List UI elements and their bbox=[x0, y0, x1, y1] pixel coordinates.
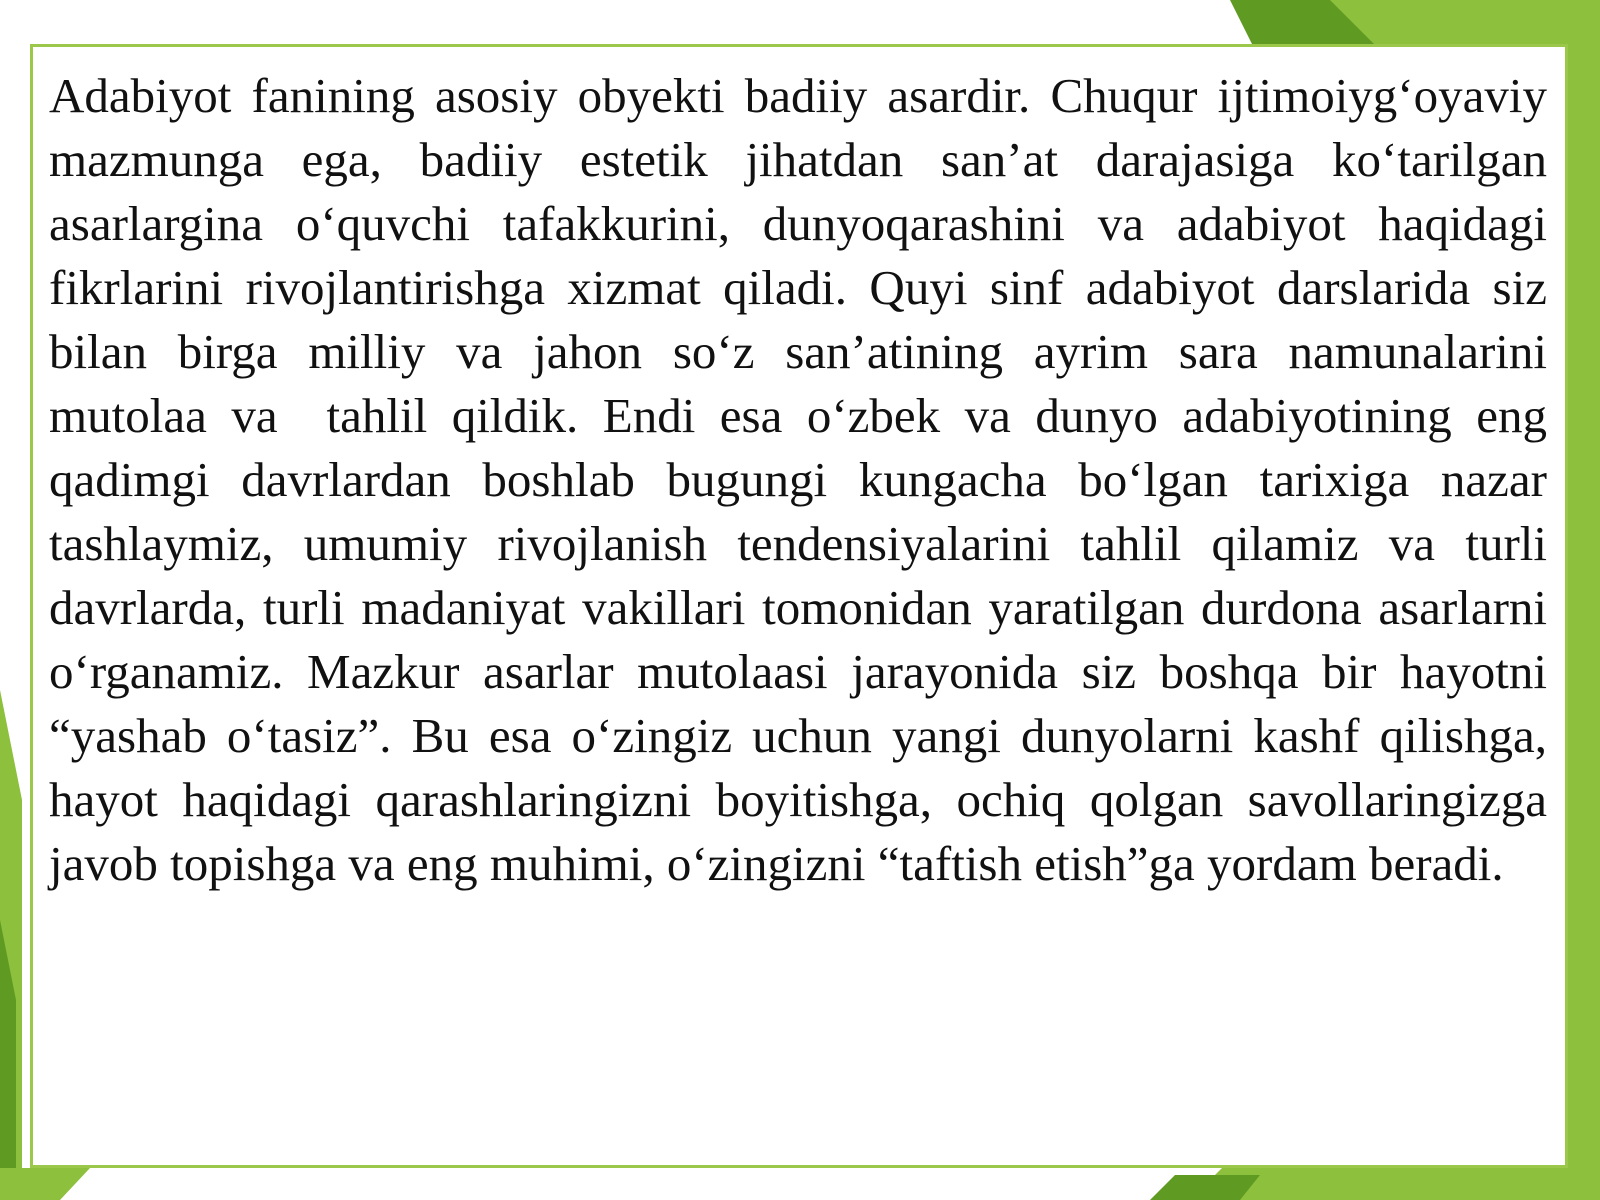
right-green-band bbox=[1568, 40, 1600, 1200]
bottom-green-shape-light bbox=[0, 1168, 90, 1200]
text-content-box bbox=[30, 44, 1568, 1168]
body-paragraph: Adabiyot fanining asosiy obyekti badiiy asardir. Chuqur ijtimoiyg‘oyaviy mazmunga ega, badiiy estetik jihatdan san’at darajasiga ko‘tarilgan asarlargina o‘quvchi tafakkurini, dunyoqarashini va adabiyot haqidagi fikrlarini rivojlantirishga xizmat qiladi. Quyi sinf adabiyot darslarida siz bilan birga milliy va jahon so‘z san’atining ayrim sara namunalarini mutolaa va tahlil qildik. Endi esa o‘zbek va dunyo adabiyotining eng qadimgi davrlardan boshlab bugungi kungacha bo‘lgan tarixiga nazar tashlaymiz, umumiy rivojlanish tendensiyalarini tahlil qilamiz va turli davrlarda, turli madaniyat vakillari tomonidan yaratilgan durdona asarlarni o‘rganamiz. Mazkur asarlar mutolaasi jarayonida siz boshqa bir hayotni “yashab o‘tasiz”. Bu esa o‘zingiz uchun yangi dunyolarni kashf qilishga, hayot haqidagi qarashlaringizni boyitishga, ochiq qolgan savollaringizga javob topishga va eng muhimi, o‘zingizni “taftish etish”ga yordam beradi. bbox=[49, 68, 1560, 891]
